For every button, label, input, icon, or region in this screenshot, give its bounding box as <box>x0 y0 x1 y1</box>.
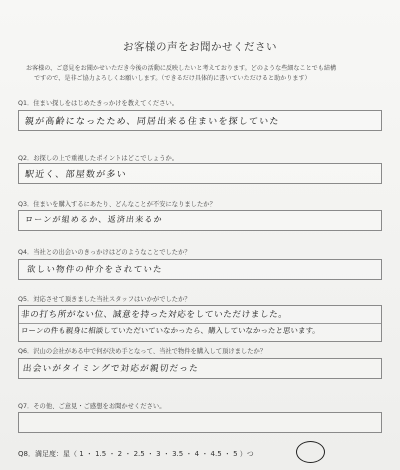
q5-ruled-line <box>19 323 381 324</box>
q4-answer: 欲しい物件の仲介をされていた <box>26 265 164 275</box>
q1-answer: 親が高齢になったため、同居出来る住まいを探していた <box>24 117 281 127</box>
q7-label: Q7．その他、ご意見・ご感想をお聞かせください。 <box>18 403 166 410</box>
q4-answer-box[interactable] <box>18 259 382 280</box>
q6-answer: 出会いがタイミングで対応が親切だった <box>22 364 200 374</box>
q4-label: Q4．当社との出会いのきっかけはどのようなことでしたか？ <box>18 249 191 256</box>
form-intro <box>26 64 386 83</box>
satisfaction-rating: Q8．満足度：星（ 1 ・ 1.5 ・ 2 ・ 2.5 ・ 3 ・ 3.5 ・ 4 ・ 4.5 ・ 5 ）つ <box>18 450 254 458</box>
q3-answer: ローンが組めるか、返済出来るか <box>24 215 164 224</box>
q1-answer-box[interactable] <box>18 110 382 131</box>
q5-answer-line-1: 非の打ち所がない位、誠意を持った対応をしていただけました。 <box>20 310 289 320</box>
selected-rating-circle <box>296 441 325 463</box>
form-title: お客様の声をお聞かせください <box>123 41 277 53</box>
q3-answer-box[interactable] <box>18 210 382 231</box>
q1-label: Q1．住まい探しをはじめたきっかけを教えてください。 <box>18 100 179 107</box>
intro-line-2: ですので、是非ご協力よろしくお願いします。（できるだけ具体的に書いていただけると助かります） <box>34 74 311 82</box>
q6-label: Q6．沢山の会社がある中で何が決め手となって、当社で物件を購入して頂けましたか？ <box>18 348 267 355</box>
q2-answer-box[interactable] <box>18 163 382 184</box>
q5-answer-box[interactable] <box>18 305 382 342</box>
q3-label: Q3．住まいを購入するにあたり、どんなことが不安になりましたか？ <box>18 201 216 208</box>
q7-answer-box[interactable] <box>18 412 382 433</box>
q5-answer-line-2: ローンの件も親身に相談していただいていなかったら、購入していなかったと思います。 <box>20 326 321 335</box>
q6-answer-box[interactable] <box>18 358 382 379</box>
q2-label: Q2．お探しの上で重視したポイントはどこでしょうか。 <box>18 155 179 162</box>
q2-answer: 駅近く、部屋数が多い <box>24 170 128 180</box>
q5-label: Q5．対応させて頂きました当社スタッフはいかがでしたか？ <box>18 296 191 303</box>
intro-line-1: お客様の、ご意見をお聞かせいただき今後の活動に反映したいと考えております。どのような些細なことでも結構 <box>26 65 337 72</box>
